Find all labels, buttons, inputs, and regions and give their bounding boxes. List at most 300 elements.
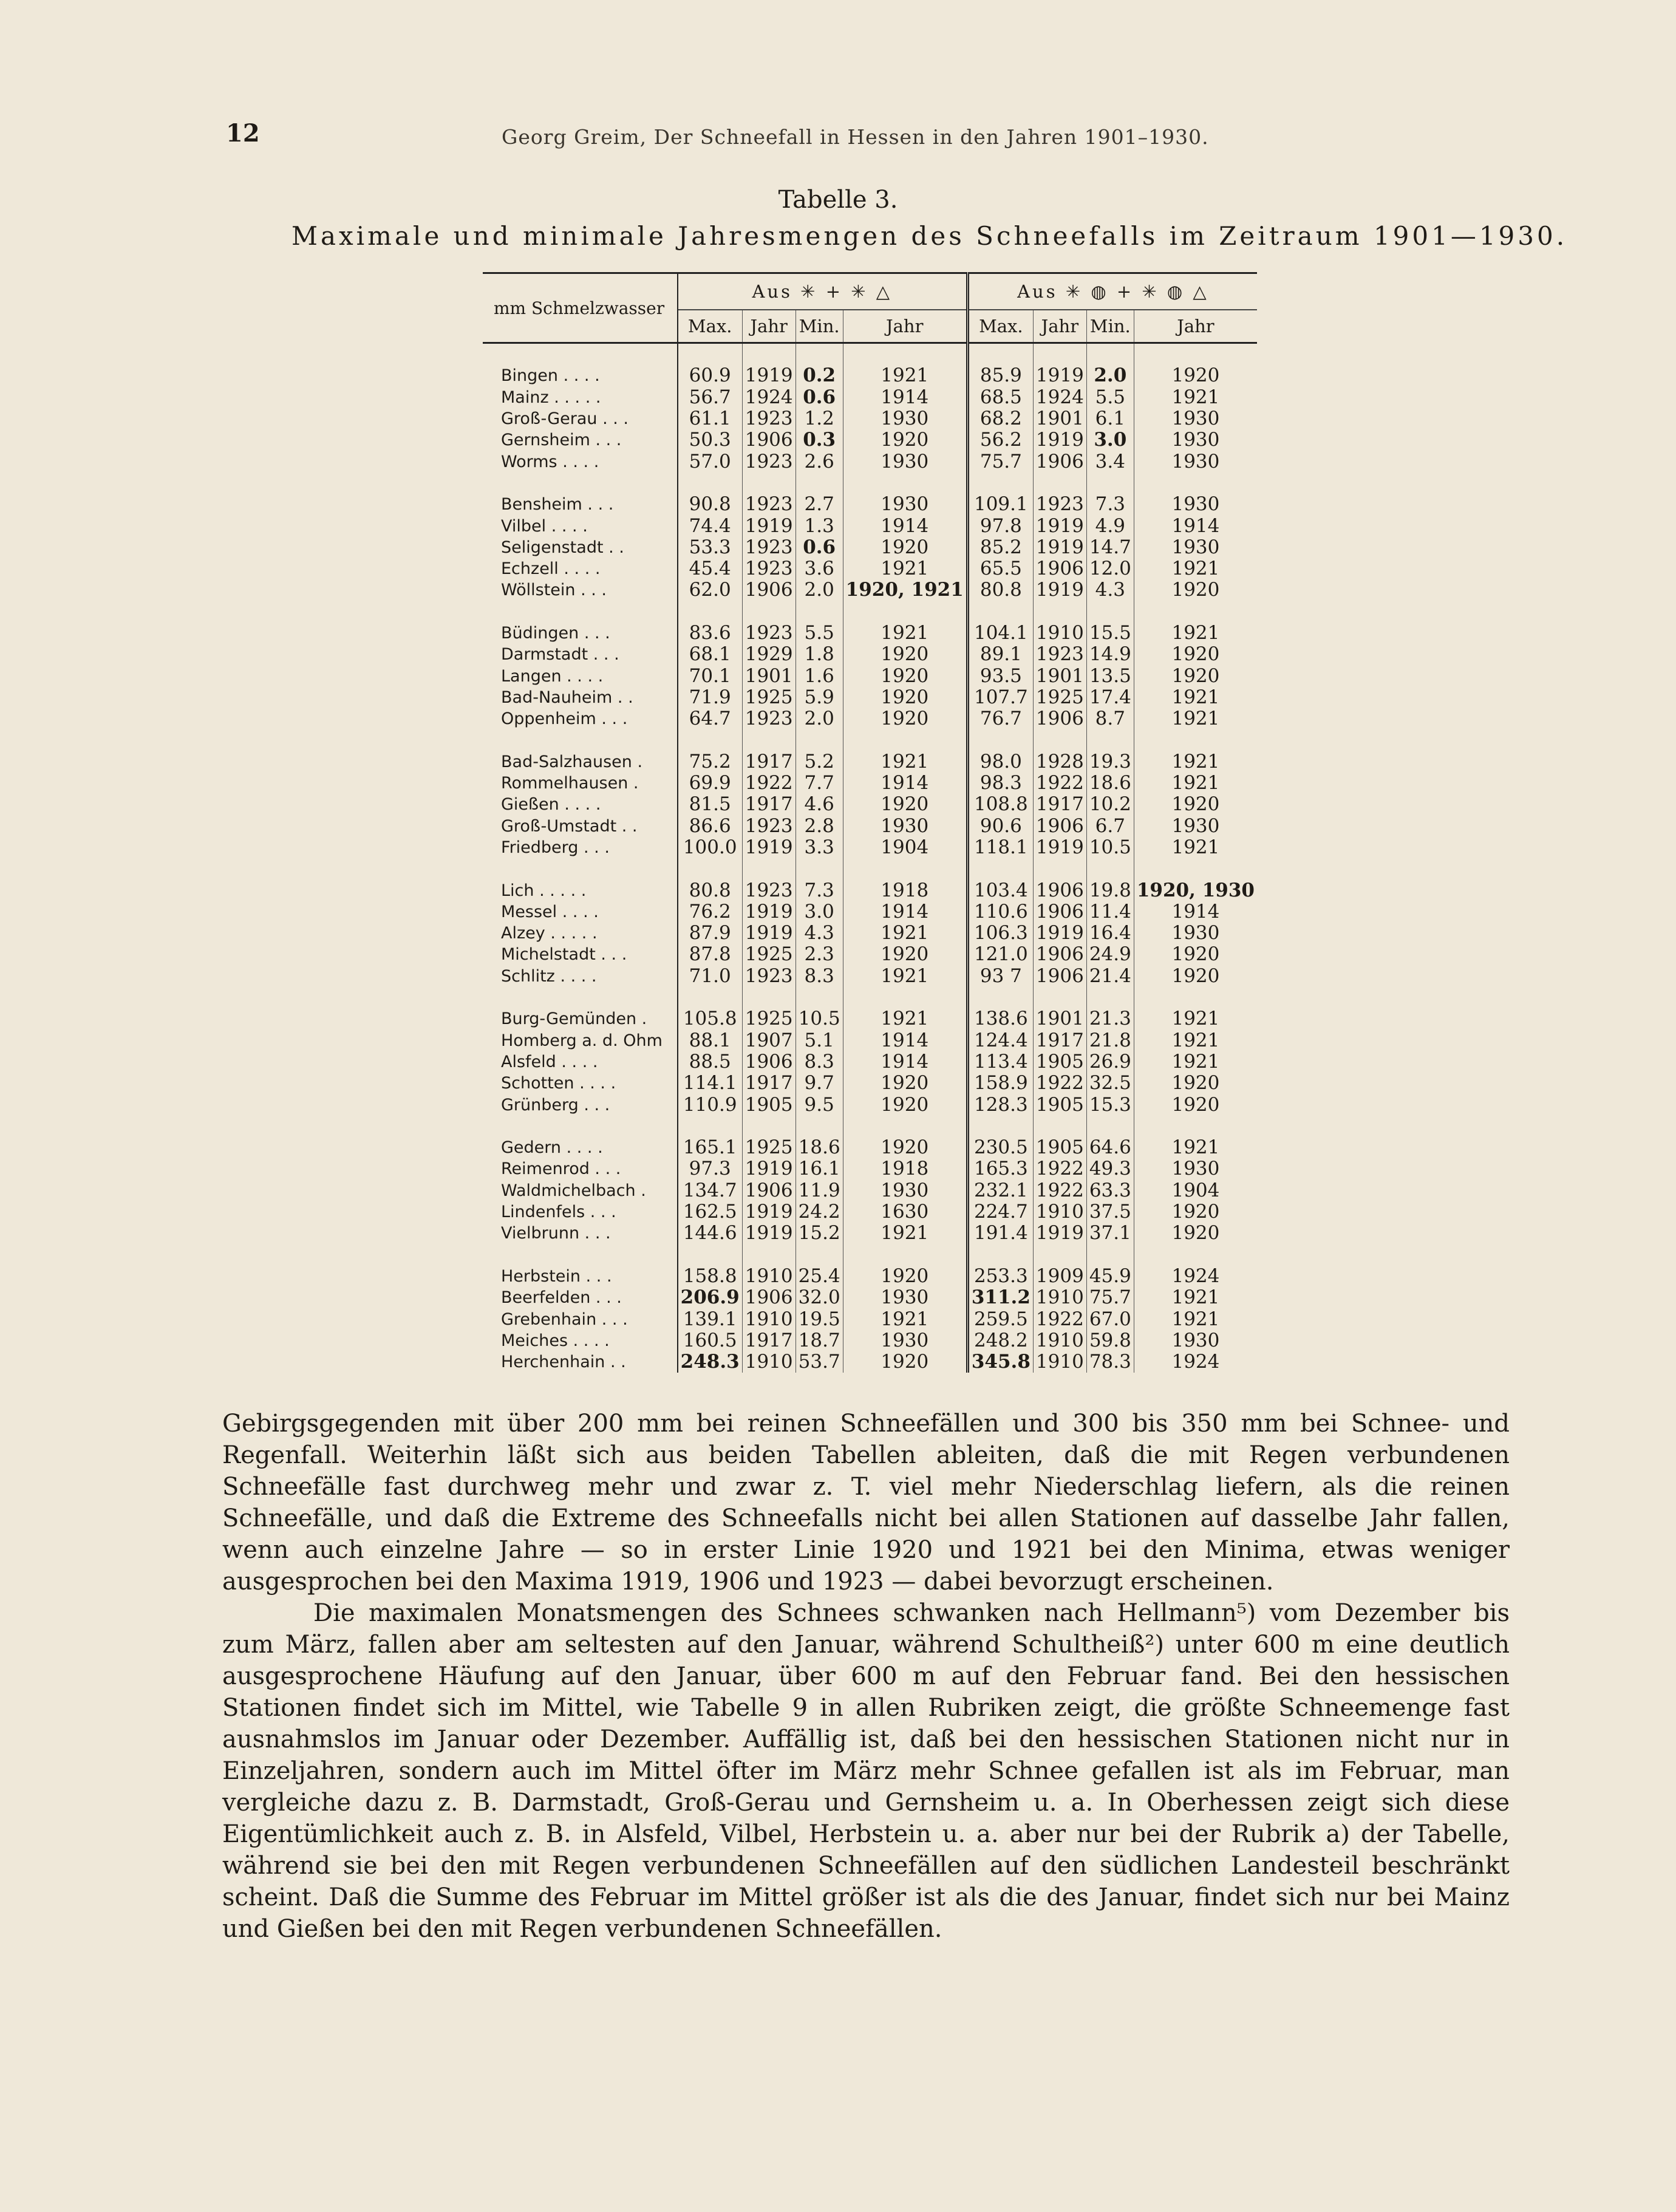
table-cell: 1906	[1033, 451, 1086, 472]
table-row	[483, 1201, 1257, 1223]
table-cell: 1904	[1134, 1180, 1257, 1201]
spacer-cell	[1134, 473, 1257, 494]
table-cell: 1929	[742, 644, 795, 665]
table-cell: 8.3	[795, 966, 843, 987]
table-cell: 1906	[742, 579, 795, 601]
table-cell: 50.3	[678, 429, 743, 451]
table-cell: 1920	[843, 644, 967, 665]
spacer-cell	[483, 858, 678, 879]
table-cell: 1923	[742, 537, 795, 558]
table-cell: 49.3	[1086, 1158, 1134, 1179]
table-cell: 1922	[1033, 1308, 1086, 1330]
table-cell: 1922	[742, 773, 795, 794]
table-row	[483, 966, 1257, 987]
spacer-cell	[967, 858, 1033, 879]
table-cell: 68.1	[678, 644, 743, 665]
table-cell: 1921	[1134, 1051, 1257, 1073]
table-cell: 162.5	[678, 1201, 743, 1223]
table-cell: 128.3	[967, 1094, 1033, 1115]
table-cell: 1921	[1134, 1008, 1257, 1029]
table-row	[483, 515, 1257, 536]
station-name: Reimenrod . . .	[501, 1159, 621, 1179]
table-row	[483, 494, 1257, 515]
table-cell: 71.0	[678, 966, 743, 987]
col-header: Max.	[678, 310, 743, 343]
table-cell: 1923	[742, 966, 795, 987]
table-cell: 1914	[843, 1051, 967, 1073]
table-cell: 4.9	[1086, 515, 1134, 536]
spacer-cell	[795, 473, 843, 494]
table-cell: 1920	[843, 687, 967, 708]
table-cell: 1.6	[795, 665, 843, 686]
table-cell: 1921	[1134, 558, 1257, 579]
table-cell: 1923	[742, 816, 795, 837]
table-cell: 1906	[1033, 816, 1086, 837]
table-cell: 248.2	[967, 1330, 1033, 1351]
table-cell: 63.3	[1086, 1180, 1134, 1201]
table-cell: 98.3	[967, 773, 1033, 794]
spacer-cell	[1134, 1244, 1257, 1265]
table-cell: 1906	[742, 1180, 795, 1201]
table-cell: 21.3	[1086, 1008, 1134, 1029]
table-cell: 1921	[843, 1308, 967, 1330]
table-cell: 232.1	[967, 1180, 1033, 1201]
stub-header: mm Schmelzwasser	[483, 273, 678, 343]
spacer-cell	[1033, 473, 1086, 494]
table-cell: 1909	[1033, 1266, 1086, 1287]
station-name: Herchenhain . .	[501, 1353, 626, 1372]
table-cell: 1921	[1134, 837, 1257, 858]
table-cell: 1914	[1134, 901, 1257, 923]
spacer-cell	[1134, 343, 1257, 366]
table-cell: 1920	[1134, 794, 1257, 815]
table-cell: 1923	[1033, 644, 1086, 665]
table-cell: 97.3	[678, 1158, 743, 1179]
table-cell: 81.5	[678, 794, 743, 815]
table-cell: 1930	[1134, 494, 1257, 515]
table-cell: 1919	[742, 837, 795, 858]
spacer-cell	[1033, 729, 1086, 751]
station-name: Vilbel . . . .	[501, 516, 588, 536]
table-cell: 13.5	[1086, 665, 1134, 686]
table-cell: 80.8	[678, 879, 743, 901]
table-cell: 89.1	[967, 644, 1033, 665]
table-cell: 160.5	[678, 1330, 743, 1351]
table-cell: 1921	[843, 365, 967, 386]
spacer-cell	[795, 1116, 843, 1137]
table-cell: 60.9	[678, 365, 743, 386]
col-header: Jahr	[1134, 310, 1257, 343]
station-name: Seligenstadt . .	[501, 538, 624, 557]
table-cell: 1905	[1033, 1137, 1086, 1158]
table-cell: 1925	[742, 687, 795, 708]
table-cell: 105.8	[678, 1008, 743, 1029]
table-cell: 1901	[1033, 408, 1086, 429]
spacer-cell	[1033, 1116, 1086, 1137]
table-cell: 1917	[742, 751, 795, 773]
station-name: Groß-Umstadt . .	[501, 816, 638, 836]
spacer-cell	[678, 987, 743, 1008]
table-cell: 2.7	[795, 494, 843, 515]
paragraph: Die maximalen Monatsmengen des Schnees schwanken nach Hellmann⁵) vom Dezember bis zum März, fallen aber am seltesten auf den Januar, während Schultheiß²) unter 600 m eine deutlich ausgesprochene Häufung auf den Januar, über 600 m auf den Februar fand. Bei den hessischen Stationen findet sich im Mittel, wie Tabelle 9 in allen Rubriken zeigt, die größte Schneemenge fast ausnahmslos im Januar oder Dezember. Auffällig ist, daß bei den hessischen Stationen nicht nur in Einzeljahren, sondern auch im Mittel öfter im März mehr Schnee gefallen ist als im Februar, man vergleiche dazu z. B. Darmstadt, Groß-Gerau und Gernsheim u. a. In Oberhessen zeigt sich diese Eigentümlichkeit auch z. B. in Alsfeld, Vilbel, Herbstein u. a. aber nur bei der Rubrik a) der Tabelle, während sie bei den mit Regen verbundenen Schneefällen auf den südlichen Landesteil beschränkt scheint. Daß die Summe des Februar im Mittel größer ist als die des Januar, findet sich nur bei Mainz und Gießen bei den mit Regen verbundenen Schneefällen.	[222, 1599, 1510, 1943]
table-cell: 1906	[1033, 708, 1086, 729]
station-name: Langen . . . .	[501, 666, 604, 686]
table-cell: 2.0	[795, 708, 843, 729]
table-cell: 1925	[1033, 687, 1086, 708]
col-header: Jahr	[742, 310, 795, 343]
table-cell: 1910	[1033, 623, 1086, 644]
table-cell: 2.6	[795, 451, 843, 472]
table-cell: 345.8	[967, 1351, 1033, 1373]
table-cell: 75.7	[967, 451, 1033, 472]
table-cell: 24.2	[795, 1201, 843, 1223]
table-row	[483, 665, 1257, 686]
table-cell: 1905	[1033, 1051, 1086, 1073]
group-spacer	[483, 1116, 1257, 1137]
table-cell: 32.0	[795, 1287, 843, 1308]
table-cell: 1925	[742, 944, 795, 965]
table-cell: 98.0	[967, 751, 1033, 773]
table-row	[483, 644, 1257, 665]
spacer-cell	[843, 343, 967, 366]
table-cell: 25.4	[795, 1266, 843, 1287]
table-cell: 24.9	[1086, 944, 1134, 965]
table-cell: 1907	[742, 1030, 795, 1051]
spacer-cell	[967, 601, 1033, 623]
group-header-snow-rain: Aus ✳ ◍ + ✳ ◍ △	[967, 273, 1257, 310]
table-cell: 0.6	[795, 387, 843, 408]
spacer-cell	[1134, 987, 1257, 1008]
table-cell: 56.7	[678, 387, 743, 408]
table-cell: 104.1	[967, 623, 1033, 644]
table-row	[483, 537, 1257, 558]
group-spacer	[483, 987, 1257, 1008]
spacer-cell	[843, 858, 967, 879]
table-cell: 1921	[1134, 1287, 1257, 1308]
table-cell: 32.5	[1086, 1073, 1134, 1094]
group-spacer	[483, 473, 1257, 494]
spacer-cell	[1134, 858, 1257, 879]
table-cell: 1917	[1033, 1030, 1086, 1051]
table-cell: 1920	[1134, 966, 1257, 987]
paragraph: Gebirgsgegenden mit über 200 mm bei reinen Schneefällen und 300 bis 350 mm bei Schnee- und Regenfall. Weiterhin läßt sich aus beiden Tabellen ableiten, daß die mit Regen verbundenen Schneefälle fast durchweg mehr und zwar z. T. viel mehr Niederschlag liefern, als die reinen Schneefälle, und daß die Extreme des Schneefalls nicht bei allen Stationen auf dasselbe Jahr fallen, wenn auch einzelne Jahre — so in erster Linie 1920 und 1921 bei den Minima, etwas weniger ausgesprochen bei den Maxima 1919, 1906 und 1923 — dabei bevorzugt erscheinen.	[222, 1410, 1510, 1596]
station-name: Alsfeld . . . .	[501, 1052, 598, 1071]
table-cell: 1920	[843, 1094, 967, 1115]
table-cell: 80.8	[967, 579, 1033, 601]
station-name: Friedberg . . .	[501, 838, 610, 857]
table-body	[483, 343, 1257, 1373]
table-cell: 1920	[1134, 644, 1257, 665]
table-cell: 1930	[1134, 816, 1257, 837]
station-name: Bad-Nauheim . .	[501, 688, 633, 707]
table-cell: 1910	[1033, 1351, 1086, 1373]
table-row	[483, 1330, 1257, 1351]
col-header: Min.	[795, 310, 843, 343]
table-cell: 100.0	[678, 837, 743, 858]
table-cell: 8.3	[795, 1051, 843, 1073]
table-row	[483, 1308, 1257, 1330]
table-cell: 1.2	[795, 408, 843, 429]
table-cell: 4.3	[1086, 579, 1134, 601]
spacer-cell	[1134, 601, 1257, 623]
col-header: Min.	[1086, 310, 1134, 343]
spacer-cell	[1086, 987, 1134, 1008]
table-cell: 1921	[1134, 1137, 1257, 1158]
station-name: Meiches . . . .	[501, 1331, 610, 1350]
spacer-cell	[1086, 1244, 1134, 1265]
table-cell: 6.1	[1086, 408, 1134, 429]
col-header: Jahr	[1033, 310, 1086, 343]
table-cell: 1920	[1134, 944, 1257, 965]
table-cell: 1906	[1033, 558, 1086, 579]
table-cell: 259.5	[967, 1308, 1033, 1330]
table-cell: 75.2	[678, 751, 743, 773]
table-cell: 1922	[1033, 1180, 1086, 1201]
table-cell: 1930	[843, 816, 967, 837]
table-cell: 0.3	[795, 429, 843, 451]
table-cell: 16.1	[795, 1158, 843, 1179]
spacer-cell	[967, 1116, 1033, 1137]
station-name: Waldmichelbach .	[501, 1181, 646, 1200]
table-cell: 1920	[843, 665, 967, 686]
table-cell: 1921	[843, 923, 967, 944]
table-cell: 134.7	[678, 1180, 743, 1201]
table-row	[483, 1008, 1257, 1029]
station-name: Messel . . . .	[501, 902, 599, 921]
table-cell: 85.9	[967, 365, 1033, 386]
table-cell: 1930	[843, 1180, 967, 1201]
table-cell: 76.2	[678, 901, 743, 923]
table-cell: 1906	[1033, 901, 1086, 923]
table-cell: 26.9	[1086, 1051, 1134, 1073]
spacer-cell	[678, 343, 743, 366]
table-row	[483, 451, 1257, 472]
table-cell: 1920, 1921	[843, 579, 967, 601]
station-name: Mainz . . . . .	[501, 387, 601, 407]
table-cell: 103.4	[967, 879, 1033, 901]
table-cell: 16.4	[1086, 923, 1134, 944]
table-cell: 90.6	[967, 816, 1033, 837]
body-text	[222, 1408, 1510, 1945]
table-cell: 83.6	[678, 623, 743, 644]
table-cell: 15.2	[795, 1223, 843, 1244]
table-cell: 230.5	[967, 1137, 1033, 1158]
table-cell: 1923	[1033, 494, 1086, 515]
table-cell: 1919	[1033, 365, 1086, 386]
table-row	[483, 944, 1257, 965]
table-cell: 3.6	[795, 558, 843, 579]
table-cell: 1910	[1033, 1330, 1086, 1351]
table-cell: 165.3	[967, 1158, 1033, 1179]
table-cell: 5.1	[795, 1030, 843, 1051]
table-cell: 3.3	[795, 837, 843, 858]
table-row	[483, 1094, 1257, 1115]
spacer-cell	[843, 987, 967, 1008]
table-cell: 1924	[1134, 1266, 1257, 1287]
spacer-cell	[843, 729, 967, 751]
table-cell: 78.3	[1086, 1351, 1134, 1373]
table-cell: 1910	[1033, 1201, 1086, 1223]
table-cell: 14.9	[1086, 644, 1134, 665]
spacer-cell	[742, 473, 795, 494]
table-row	[483, 1223, 1257, 1244]
table-cell: 1923	[742, 494, 795, 515]
table-cell: 87.8	[678, 944, 743, 965]
running-head: Georg Greim, Der Schneefall in Hessen in den Jahren 1901–1930.	[502, 125, 1209, 149]
table-cell: 113.4	[967, 1051, 1033, 1073]
table-cell: 1919	[1033, 1223, 1086, 1244]
table-cell: 90.8	[678, 494, 743, 515]
spacer-cell	[678, 473, 743, 494]
station-name: Darmstadt . . .	[501, 645, 619, 664]
table-cell: 10.5	[795, 1008, 843, 1029]
table-cell: 3.0	[1086, 429, 1134, 451]
table-row	[483, 687, 1257, 708]
spacer-cell	[1086, 601, 1134, 623]
table-cell: 1930	[843, 1330, 967, 1351]
page-number: 12	[226, 119, 260, 148]
table-cell: 1930	[1134, 537, 1257, 558]
group-spacer	[483, 601, 1257, 623]
table-cell: 61.1	[678, 408, 743, 429]
spacer-cell	[742, 1244, 795, 1265]
table-cell: 1914	[1134, 515, 1257, 536]
spacer-cell	[483, 1244, 678, 1265]
table-cell: 1920	[843, 429, 967, 451]
table-cell: 1914	[843, 901, 967, 923]
table-cell: 1910	[1033, 1287, 1086, 1308]
spacer-cell	[678, 729, 743, 751]
table-row	[483, 773, 1257, 794]
table-cell: 5.2	[795, 751, 843, 773]
spacer-cell	[967, 1244, 1033, 1265]
table-cell: 138.6	[967, 1008, 1033, 1029]
table-cell: 1906	[742, 1051, 795, 1073]
table-cell: 1930	[843, 494, 967, 515]
table-cell: 1.3	[795, 515, 843, 536]
table-cell: 5.5	[795, 623, 843, 644]
table-cell: 1904	[843, 837, 967, 858]
table-cell: 1917	[742, 1330, 795, 1351]
table-cell: 1930	[1134, 1158, 1257, 1179]
table-row	[483, 816, 1257, 837]
table-cell: 1924	[1033, 387, 1086, 408]
table-cell: 18.6	[795, 1137, 843, 1158]
table-cell: 88.5	[678, 1051, 743, 1073]
table-cell: 68.5	[967, 387, 1033, 408]
table-row	[483, 579, 1257, 601]
table-cell: 8.7	[1086, 708, 1134, 729]
snowfall-table-container	[483, 272, 1257, 1373]
spacer-cell	[843, 601, 967, 623]
table-cell: 9.5	[795, 1094, 843, 1115]
table-cell: 88.1	[678, 1030, 743, 1051]
spacer-cell	[483, 729, 678, 751]
table-cell: 3.4	[1086, 451, 1134, 472]
table-cell: 1930	[843, 408, 967, 429]
table-cell: 1919	[742, 1223, 795, 1244]
table-cell: 191.4	[967, 1223, 1033, 1244]
table-cell: 2.8	[795, 816, 843, 837]
table-cell: 1922	[1033, 1073, 1086, 1094]
table-cell: 1930	[843, 451, 967, 472]
table-cell: 67.0	[1086, 1308, 1134, 1330]
table-cell: 1920	[1134, 365, 1257, 386]
table-cell: 1921	[843, 558, 967, 579]
table-cell: 1905	[742, 1094, 795, 1115]
group-spacer	[483, 729, 1257, 751]
table-cell: 1920	[843, 708, 967, 729]
table-caption: Tabelle 3.	[778, 186, 898, 214]
table-cell: 1922	[1033, 773, 1086, 794]
table-cell: 64.6	[1086, 1137, 1134, 1158]
table-cell: 12.0	[1086, 558, 1134, 579]
table-cell: 1920	[1134, 1094, 1257, 1115]
table-cell: 53.7	[795, 1351, 843, 1373]
table-cell: 62.0	[678, 579, 743, 601]
spacer-cell	[483, 343, 678, 366]
station-name: Gernsheim . . .	[501, 431, 622, 450]
table-cell: 4.3	[795, 923, 843, 944]
table-cell: 1630	[843, 1201, 967, 1223]
spacer-cell	[678, 858, 743, 879]
station-name: Homberg a. d. Ohm	[501, 1031, 663, 1050]
table-cell: 1901	[742, 665, 795, 686]
table-cell: 1921	[1134, 623, 1257, 644]
spacer-cell	[483, 473, 678, 494]
station-name: Grebenhain . . .	[501, 1309, 628, 1329]
table-cell: 1921	[1134, 1030, 1257, 1051]
table-cell: 19.3	[1086, 751, 1134, 773]
spacer-cell	[742, 987, 795, 1008]
table-row	[483, 558, 1257, 579]
table-cell: 1914	[843, 387, 967, 408]
table-row	[483, 365, 1257, 386]
table-cell: 71.9	[678, 687, 743, 708]
table-cell: 1923	[742, 451, 795, 472]
spacer-cell	[1033, 1244, 1086, 1265]
table-cell: 76.7	[967, 708, 1033, 729]
table-cell: 1919	[1033, 837, 1086, 858]
table-cell: 1924	[742, 387, 795, 408]
table-cell: 1924	[1134, 1351, 1257, 1373]
table-cell: 1920, 1930	[1134, 879, 1257, 901]
table-cell: 1921	[1134, 708, 1257, 729]
spacer-cell	[678, 601, 743, 623]
table-row	[483, 429, 1257, 451]
table-cell: 1921	[1134, 387, 1257, 408]
table-row	[483, 751, 1257, 773]
table-cell: 0.6	[795, 537, 843, 558]
table-row	[483, 708, 1257, 729]
table-cell: 85.2	[967, 537, 1033, 558]
table-cell: 2.0	[1086, 365, 1134, 386]
table-cell: 224.7	[967, 1201, 1033, 1223]
table-cell: 68.2	[967, 408, 1033, 429]
table-cell: 15.5	[1086, 623, 1134, 644]
table-cell: 0.2	[795, 365, 843, 386]
station-name: Oppenheim . . .	[501, 709, 628, 729]
table-cell: 56.2	[967, 429, 1033, 451]
table-cell: 1923	[742, 623, 795, 644]
table-cell: 1920	[843, 1266, 967, 1287]
table-cell: 97.8	[967, 515, 1033, 536]
table-cell: 17.4	[1086, 687, 1134, 708]
table-row	[483, 1073, 1257, 1094]
station-name: Bad-Salzhausen .	[501, 752, 643, 771]
station-name: Echzell . . . .	[501, 559, 601, 579]
table-row	[483, 1287, 1257, 1308]
